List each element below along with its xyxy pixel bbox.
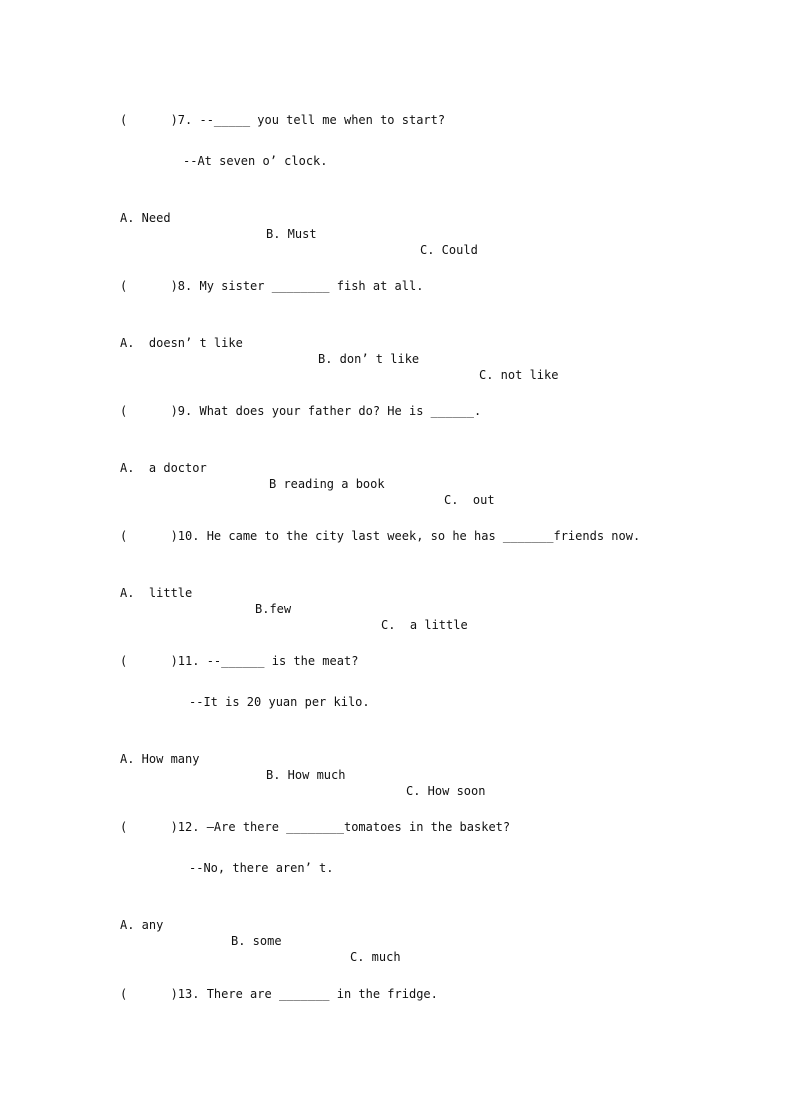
question-7-stem: ( )7. --_____ you tell me when to start?: [120, 113, 446, 127]
option-c: C. much: [350, 950, 401, 964]
question-13-stem: ( )13. There are _______ in the fridge.: [120, 987, 438, 1001]
option-b: B. How much: [266, 768, 346, 782]
option-b: B reading a book: [269, 477, 385, 491]
option-b: B. some: [231, 934, 282, 948]
question-8-stem: ( )8. My sister ________ fish at all.: [120, 279, 424, 293]
question-12-stem: ( )12. –Are there ________tomatoes in the basket?: [120, 820, 511, 834]
question-10-options: [120, 569, 720, 632]
question-11-options: [120, 735, 720, 798]
option-c: C. Could: [420, 243, 478, 257]
option-a: A. any: [120, 918, 164, 932]
option-c: C. out: [444, 493, 495, 507]
option-a: A. little: [120, 586, 193, 600]
question-8-options: [120, 319, 720, 382]
question-10-stem: ( )10. He came to the city last week, so he has _______friends now.: [120, 529, 641, 543]
option-c: C. not like: [479, 368, 559, 382]
question-7-answer: --At seven o’ clock.: [183, 154, 328, 168]
question-12-answer: --No, there aren’ t.: [189, 861, 334, 875]
question-9-stem: ( )9. What does your father do? He is ______.: [120, 404, 482, 418]
option-a: A. doesn’ t like: [120, 336, 243, 350]
question-9-options: [120, 444, 720, 507]
option-b: B. Must: [266, 227, 317, 241]
option-a: A. How many: [120, 752, 200, 766]
option-c: C. a little: [381, 618, 468, 632]
option-b: B.few: [255, 602, 292, 616]
question-12-options: [120, 901, 720, 964]
question-11-answer: --It is 20 yuan per kilo.: [189, 695, 370, 709]
option-a: A. a doctor: [120, 461, 207, 475]
option-b: B. don’ t like: [318, 352, 420, 366]
question-11-stem: ( )11. --______ is the meat?: [120, 654, 359, 668]
option-c: C. How soon: [406, 784, 486, 798]
question-7-options: [120, 194, 720, 257]
option-a: A. Need: [120, 211, 171, 225]
